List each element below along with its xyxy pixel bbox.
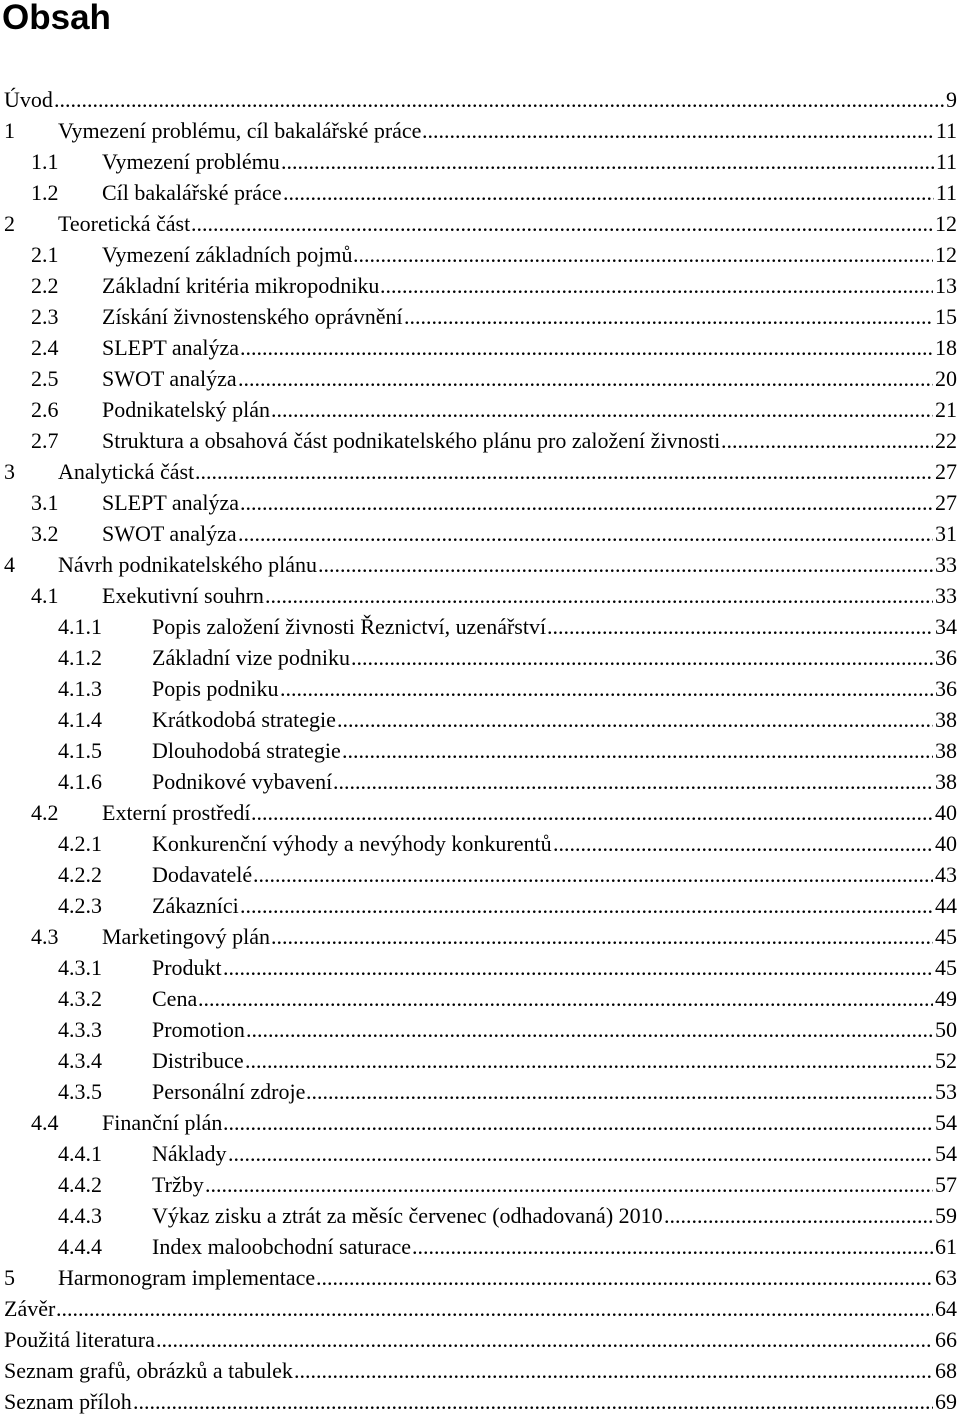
toc-entry-page: 38	[933, 704, 957, 735]
toc-entry-page: 64	[933, 1293, 957, 1324]
toc-entry[interactable]	[0, 1293, 960, 1324]
toc-entry-page: 57	[933, 1169, 957, 1200]
toc-entry-title: SLEPT analýza	[102, 332, 240, 363]
toc-entry-number: 4.3.2	[58, 986, 102, 1011]
toc-entry-title: Podnikatelský plán	[102, 394, 271, 425]
toc-leader-dots	[238, 363, 933, 394]
toc-leader-dots	[251, 797, 933, 828]
toc-leader-dots	[195, 456, 933, 487]
toc-leader-dots	[271, 394, 933, 425]
toc-entry-title: Tržby	[152, 1169, 205, 1200]
toc-leader-dots	[283, 177, 934, 208]
toc-entry-page: 13	[933, 270, 957, 301]
toc-entry-number: 4.1.2	[58, 645, 102, 670]
toc-leader-dots	[281, 146, 934, 177]
toc-entry-number: 3.1	[31, 490, 59, 515]
toc-entry[interactable]	[0, 301, 960, 332]
toc-leader-dots	[547, 611, 933, 642]
toc-entry-page: 44	[933, 890, 957, 921]
toc-entry-title: Cena	[152, 983, 198, 1014]
toc-entry[interactable]	[0, 239, 960, 270]
toc-entry-page: 45	[933, 952, 957, 983]
toc-entry-title: Použitá literatura	[4, 1324, 156, 1355]
toc-entry-number: 4.2.1	[58, 831, 102, 856]
toc-entry[interactable]	[0, 394, 960, 425]
toc-entry-number: 2	[4, 211, 15, 236]
toc-entry-number: 2.3	[31, 304, 59, 329]
toc-leader-dots	[353, 239, 933, 270]
toc-entry[interactable]	[0, 673, 960, 704]
toc-leader-dots	[316, 1262, 933, 1293]
toc-entry[interactable]	[0, 983, 960, 1014]
toc-entry-page: 27	[933, 456, 957, 487]
toc-entry[interactable]	[0, 1014, 960, 1045]
toc-leader-dots	[238, 518, 933, 549]
toc-entry-title: Základní vize podniku	[152, 642, 351, 673]
toc-entry-number: 3.2	[31, 521, 59, 546]
toc-entry-number: 4.4.1	[58, 1141, 102, 1166]
toc-leader-dots	[333, 766, 933, 797]
toc-entry-number: 4.4.4	[58, 1234, 102, 1259]
toc-entry-page: 68	[933, 1355, 957, 1386]
toc-entry-page: 45	[933, 921, 957, 952]
toc-entry-title: Návrh podnikatelského plánu	[58, 549, 318, 580]
toc-entry-number: 2.4	[31, 335, 59, 360]
toc-entry[interactable]	[0, 363, 960, 394]
toc-entry-title: Vymezení základních pojmů	[102, 239, 353, 270]
toc-entry-number: 4	[4, 552, 15, 577]
toc-entry-number: 2.2	[31, 273, 59, 298]
toc-entry-number: 4.4	[31, 1110, 59, 1135]
toc-entry-title: Cíl bakalářské práce	[102, 177, 283, 208]
toc-leader-dots	[191, 208, 933, 239]
toc-entry-page: 50	[933, 1014, 957, 1045]
toc-entry-page: 40	[933, 797, 957, 828]
toc-entry-page: 9	[944, 84, 957, 115]
toc-leader-dots	[156, 1324, 933, 1355]
toc-leader-dots	[412, 1231, 933, 1262]
toc-entry-page: 12	[933, 208, 957, 239]
toc-entry[interactable]	[0, 1231, 960, 1262]
toc-entry[interactable]	[0, 859, 960, 890]
toc-entry-title: Finanční plán	[102, 1107, 223, 1138]
toc-entry-number: 4.2.2	[58, 862, 102, 887]
toc-entry-number: 3	[4, 459, 15, 484]
toc-entry[interactable]	[0, 1107, 960, 1138]
toc-entry-title: Základní kritéria mikropodniku	[102, 270, 380, 301]
toc-entry-number: 4.3.5	[58, 1079, 102, 1104]
toc-entry-number: 4.3.3	[58, 1017, 102, 1042]
toc-leader-dots	[380, 270, 933, 301]
toc-leader-dots	[54, 84, 944, 115]
toc-entry-page: 36	[933, 642, 957, 673]
toc-entry[interactable]	[0, 766, 960, 797]
toc-entry-page: 12	[933, 239, 957, 270]
toc-entry[interactable]	[0, 487, 960, 518]
toc-leader-dots	[223, 952, 933, 983]
toc-leader-dots	[240, 332, 933, 363]
toc-entry-title: Personální zdroje	[152, 1076, 306, 1107]
toc-entry[interactable]	[0, 1169, 960, 1200]
toc-entry[interactable]	[0, 1324, 960, 1355]
toc-entry-page: 43	[933, 859, 957, 890]
toc-entry-page: 18	[933, 332, 957, 363]
toc-entry-title: Vymezení problému	[102, 146, 281, 177]
toc-entry-page: 34	[933, 611, 957, 642]
toc-leader-dots	[280, 673, 933, 704]
toc-leader-dots	[271, 921, 933, 952]
toc-leader-dots	[404, 301, 933, 332]
toc-entry[interactable]	[0, 1076, 960, 1107]
toc-entry-number: 4.4.2	[58, 1172, 102, 1197]
toc-entry-title: Marketingový plán	[102, 921, 271, 952]
toc-entry-title: Krátkodobá strategie	[152, 704, 337, 735]
toc-entry[interactable]	[0, 518, 960, 549]
toc-entry-number: 2.7	[31, 428, 59, 453]
toc-entry[interactable]	[0, 425, 960, 456]
toc-entry-number: 1.2	[31, 180, 59, 205]
toc-leader-dots	[198, 983, 933, 1014]
toc-entry[interactable]	[0, 177, 960, 208]
toc-entry-number: 4.3	[31, 924, 59, 949]
toc-entry[interactable]	[0, 270, 960, 301]
toc-leader-dots	[205, 1169, 933, 1200]
toc-entry[interactable]	[0, 549, 960, 580]
toc-entry-title: Konkurenční výhody a nevýhody konkurentů	[152, 828, 553, 859]
toc-entry-page: 36	[933, 673, 957, 704]
toc-leader-dots	[223, 1107, 933, 1138]
toc-entry-number: 4.4.3	[58, 1203, 102, 1228]
toc-entry[interactable]	[0, 642, 960, 673]
toc-entry-title: Seznam příloh	[4, 1386, 133, 1417]
toc-entry-page: 54	[933, 1138, 957, 1169]
toc-entry-title: Seznam grafů, obrázků a tabulek	[4, 1355, 294, 1386]
toc-entry-number: 2.6	[31, 397, 59, 422]
toc-entry-number: 1	[4, 118, 15, 143]
toc-entry-page: 63	[933, 1262, 957, 1293]
toc-entry-page: 11	[934, 146, 957, 177]
toc-leader-dots	[318, 549, 933, 580]
toc-entry-page: 11	[934, 177, 957, 208]
toc-entry[interactable]	[0, 84, 960, 115]
toc-entry-title: Popis založení živnosti Řeznictví, uzenářství	[152, 611, 547, 642]
toc-leader-dots	[342, 735, 933, 766]
toc-entry-title: Získání živnostenského oprávnění	[102, 301, 404, 332]
toc-leader-dots	[265, 580, 933, 611]
toc-entry-number: 2.5	[31, 366, 59, 391]
toc-entry-page: 15	[933, 301, 957, 332]
table-of-contents	[0, 84, 960, 1417]
toc-entry[interactable]	[0, 580, 960, 611]
toc-entry[interactable]	[0, 115, 960, 146]
toc-leader-dots	[664, 1200, 933, 1231]
toc-entry-title: Náklady	[152, 1138, 228, 1169]
toc-leader-dots	[253, 859, 933, 890]
toc-entry-number: 1.1	[31, 149, 59, 174]
toc-entry-page: 38	[933, 766, 957, 797]
toc-leader-dots	[553, 828, 933, 859]
toc-entry[interactable]	[0, 735, 960, 766]
toc-entry-number: 5	[4, 1265, 15, 1290]
toc-entry-page: 61	[933, 1231, 957, 1262]
toc-leader-dots	[240, 890, 933, 921]
toc-entry-page: 52	[933, 1045, 957, 1076]
toc-entry-title: Teoretická část	[58, 208, 191, 239]
toc-leader-dots	[721, 425, 933, 456]
toc-entry[interactable]	[0, 611, 960, 642]
toc-entry-page: 27	[933, 487, 957, 518]
toc-entry[interactable]	[0, 332, 960, 363]
toc-entry-page: 31	[933, 518, 957, 549]
toc-entry[interactable]	[0, 921, 960, 952]
toc-entry-page: 33	[933, 549, 957, 580]
toc-entry-page: 11	[934, 115, 957, 146]
toc-entry[interactable]	[0, 704, 960, 735]
toc-entry[interactable]	[0, 890, 960, 921]
toc-entry-page: 22	[933, 425, 957, 456]
toc-entry-title: Výkaz zisku a ztrát za měsíc červenec (odhadovaná) 2010	[152, 1200, 664, 1231]
toc-leader-dots	[294, 1355, 933, 1386]
toc-entry-title: Vymezení problému, cíl bakalářské práce	[58, 115, 422, 146]
toc-entry[interactable]	[0, 1355, 960, 1386]
toc-entry-page: 66	[933, 1324, 957, 1355]
toc-entry[interactable]	[0, 1138, 960, 1169]
toc-entry-number: 4.3.4	[58, 1048, 102, 1073]
toc-entry-page: 20	[933, 363, 957, 394]
toc-entry-title: Promotion	[152, 1014, 246, 1045]
toc-entry-page: 49	[933, 983, 957, 1014]
toc-entry-title: Externí prostředí	[102, 797, 251, 828]
toc-entry[interactable]	[0, 828, 960, 859]
toc-entry-title: Zákazníci	[152, 890, 240, 921]
toc-entry[interactable]	[0, 952, 960, 983]
toc-entry-title: SLEPT analýza	[102, 487, 240, 518]
toc-entry-number: 4.1.1	[58, 614, 102, 639]
page-title: Obsah	[2, 0, 111, 37]
toc-entry-page: 33	[933, 580, 957, 611]
toc-entry-number: 4.1.3	[58, 676, 102, 701]
toc-entry-title: Produkt	[152, 952, 223, 983]
toc-leader-dots	[245, 1045, 933, 1076]
toc-entry-title: SWOT analýza	[102, 363, 238, 394]
toc-entry-page: 53	[933, 1076, 957, 1107]
toc-entry[interactable]	[0, 456, 960, 487]
toc-entry[interactable]	[0, 1200, 960, 1231]
toc-entry-title: Index maloobchodní saturace	[152, 1231, 412, 1262]
toc-entry-title: Distribuce	[152, 1045, 245, 1076]
toc-entry-title: Harmonogram implementace	[58, 1262, 316, 1293]
toc-entry-page: 38	[933, 735, 957, 766]
toc-entry-title: Úvod	[4, 84, 54, 115]
toc-leader-dots	[337, 704, 933, 735]
toc-leader-dots	[422, 115, 934, 146]
toc-leader-dots	[246, 1014, 933, 1045]
toc-entry[interactable]	[0, 208, 960, 239]
toc-entry-number: 4.2	[31, 800, 59, 825]
toc-entry-page: 54	[933, 1107, 957, 1138]
toc-entry-title: Podnikové vybavení	[152, 766, 333, 797]
toc-entry-page: 69	[933, 1386, 957, 1417]
toc-entry-title: Analytická část	[58, 456, 195, 487]
toc-entry-number: 4.1	[31, 583, 59, 608]
toc-entry-page: 59	[933, 1200, 957, 1231]
toc-entry-title: Exekutivní souhrn	[102, 580, 265, 611]
toc-entry-number: 2.1	[31, 242, 59, 267]
toc-entry-number: 4.1.5	[58, 738, 102, 763]
toc-leader-dots	[56, 1293, 933, 1324]
toc-entry[interactable]	[0, 1045, 960, 1076]
toc-entry-title: SWOT analýza	[102, 518, 238, 549]
toc-leader-dots	[133, 1386, 933, 1417]
toc-entry-title: Popis podniku	[152, 673, 280, 704]
toc-leader-dots	[306, 1076, 933, 1107]
toc-entry[interactable]	[0, 146, 960, 177]
toc-entry-number: 4.3.1	[58, 955, 102, 980]
toc-entry-page: 21	[933, 394, 957, 425]
toc-entry-title: Struktura a obsahová část podnikatelského plánu pro založení živnosti	[102, 425, 721, 456]
toc-entry-title: Dlouhodobá strategie	[152, 735, 342, 766]
toc-entry-title: Dodavatelé	[152, 859, 253, 890]
toc-entry-number: 4.1.6	[58, 769, 102, 794]
toc-entry[interactable]	[0, 1386, 960, 1417]
toc-leader-dots	[228, 1138, 933, 1169]
toc-entry-number: 4.2.3	[58, 893, 102, 918]
toc-entry-title: Závěr	[4, 1293, 56, 1324]
toc-entry-number: 4.1.4	[58, 707, 102, 732]
toc-entry[interactable]	[0, 1262, 960, 1293]
toc-entry-page: 40	[933, 828, 957, 859]
toc-leader-dots	[240, 487, 933, 518]
toc-entry[interactable]	[0, 797, 960, 828]
toc-leader-dots	[351, 642, 933, 673]
